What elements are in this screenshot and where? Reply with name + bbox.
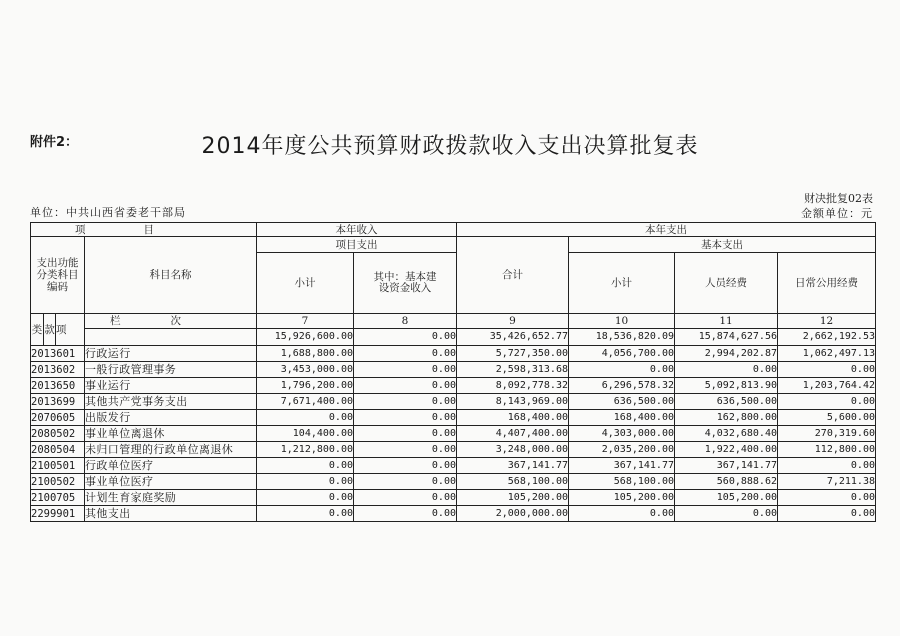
header-total: 合计: [457, 237, 569, 314]
header-capital-construction: 其中：基本建设资金收入: [373, 271, 437, 294]
amount-cell: 0.00: [354, 378, 457, 394]
amount-cell: 105,200.00: [675, 490, 778, 506]
subject-code: 2080504: [31, 442, 85, 458]
header-row: [31, 237, 876, 253]
amount-cell: 636,500.00: [569, 394, 675, 410]
table-row: [31, 378, 876, 394]
total-amount: 0.00: [354, 329, 457, 346]
subject-code: 2013602: [31, 362, 85, 378]
subject-name: 计划生育家庭奖励: [85, 490, 257, 506]
amount-cell: 0.00: [354, 458, 457, 474]
table-row: [31, 346, 876, 362]
subject-name: 其他共产党事务支出: [85, 394, 257, 410]
subject-code: 2070605: [31, 410, 85, 426]
amount-cell: 636,500.00: [675, 394, 778, 410]
table-row: [31, 426, 876, 442]
column-index-row: [31, 314, 876, 329]
amount-cell: 3,248,000.00: [457, 442, 569, 458]
subject-name: 事业运行: [85, 378, 257, 394]
subject-name: 行政单位医疗: [85, 458, 257, 474]
amount-cell: 0.00: [354, 442, 457, 458]
amount-cell: 367,141.77: [457, 458, 569, 474]
table-row: [31, 474, 876, 490]
attachment-label: 附件2：: [30, 135, 79, 150]
table-row: [31, 458, 876, 474]
subject-name: 行政运行: [85, 346, 257, 362]
total-amount: 35,426,652.77: [457, 329, 569, 346]
subject-name: 出版发行: [85, 410, 257, 426]
subject-code: 2080502: [31, 426, 85, 442]
amount-cell: 8,143,969.00: [457, 394, 569, 410]
subject-code: 2100502: [31, 474, 85, 490]
amount-cell: 0.00: [778, 490, 876, 506]
amount-cell: 2,035,200.00: [569, 442, 675, 458]
amount-cell: 0.00: [257, 506, 354, 522]
subject-name: 事业单位离退休: [85, 426, 257, 442]
header-item: 项目: [31, 223, 257, 237]
header-income: 本年收入: [257, 223, 457, 237]
amount-cell: 0.00: [675, 362, 778, 378]
subject-code: 2013601: [31, 346, 85, 362]
subject-code: 2013699: [31, 394, 85, 410]
amount-cell: 0.00: [675, 506, 778, 522]
amount-cell: 4,032,680.40: [675, 426, 778, 442]
header-project-expenditure: 项目支出: [257, 237, 457, 253]
table-row: [31, 490, 876, 506]
document-title: 2014年度公共预算财政拨款收入支出决算批复表: [201, 134, 699, 159]
subject-code: 2299901: [31, 506, 85, 522]
amount-cell: 0.00: [778, 458, 876, 474]
header-subject-name: 科目名称: [85, 237, 257, 314]
table-row: [31, 442, 876, 458]
amount-cell: 4,056,700.00: [569, 346, 675, 362]
amount-cell: 4,303,000.00: [569, 426, 675, 442]
amount-cell: 2,000,000.00: [457, 506, 569, 522]
amount-cell: 2,598,313.68: [457, 362, 569, 378]
amount-cell: 168,400.00: [457, 410, 569, 426]
amount-cell: 0.00: [354, 506, 457, 522]
total-row-label: [85, 329, 257, 346]
appropriation-table: [30, 222, 876, 522]
header-personnel: 人员经费: [675, 253, 778, 314]
table-row: [31, 394, 876, 410]
header-xiang: 项: [56, 314, 85, 346]
amount-cell: 5,092,813.90: [675, 378, 778, 394]
amount-cell: 7,671,400.00: [257, 394, 354, 410]
amount-cell: 168,400.00: [569, 410, 675, 426]
subject-name: 其他支出: [85, 506, 257, 522]
amount-cell: 0.00: [354, 362, 457, 378]
column-number: 9: [457, 314, 569, 329]
header-row: [31, 223, 876, 237]
amount-cell: 560,888.62: [675, 474, 778, 490]
total-amount: 15,874,627.56: [675, 329, 778, 346]
total-amount: 15,926,600.00: [257, 329, 354, 346]
amount-cell: 1,688,800.00: [257, 346, 354, 362]
amount-cell: 0.00: [778, 394, 876, 410]
total-amount: 18,536,820.09: [569, 329, 675, 346]
amount-cell: 5,727,350.00: [457, 346, 569, 362]
header-code-cell: [31, 237, 85, 314]
amount-cell: 0.00: [569, 506, 675, 522]
amount-cell: 367,141.77: [569, 458, 675, 474]
amount-cell: 568,100.00: [457, 474, 569, 490]
amount-cell: 1,203,764.42: [778, 378, 876, 394]
amount-cell: 105,200.00: [457, 490, 569, 506]
amount-cell: 1,922,400.00: [675, 442, 778, 458]
total-amount: 2,662,192.53: [778, 329, 876, 346]
header-income-subtotal: 小计: [257, 253, 354, 314]
column-number: 11: [675, 314, 778, 329]
amount-cell: 1,062,497.13: [778, 346, 876, 362]
header-public: 日常公用经费: [778, 253, 876, 314]
amount-cell: 0.00: [778, 506, 876, 522]
column-number: 10: [569, 314, 675, 329]
header-basic-expenditure: 基本支出: [569, 237, 876, 253]
amount-cell: 162,800.00: [675, 410, 778, 426]
amount-cell: 1,212,800.00: [257, 442, 354, 458]
amount-cell: 6,296,578.32: [569, 378, 675, 394]
amount-cell: 5,600.00: [778, 410, 876, 426]
amount-cell: 0.00: [354, 394, 457, 410]
amount-cell: 0.00: [354, 346, 457, 362]
amount-cell: 105,200.00: [569, 490, 675, 506]
header-code: 支出功能分类科目编码: [36, 257, 79, 293]
subject-name: 未归口管理的行政单位离退休: [85, 442, 257, 458]
subject-name: 一般行政管理事务: [85, 362, 257, 378]
column-number: 8: [354, 314, 457, 329]
reporting-unit: 单位：中共山西省委老干部局: [30, 206, 186, 219]
amount-cell: 3,453,000.00: [257, 362, 354, 378]
header-lei: 类: [31, 314, 44, 346]
amount-cell: 0.00: [257, 474, 354, 490]
amount-cell: 1,796,200.00: [257, 378, 354, 394]
amount-cell: 0.00: [778, 362, 876, 378]
header-expenditure: 本年支出: [457, 223, 876, 237]
amount-cell: 4,407,400.00: [457, 426, 569, 442]
subject-code: 2013650: [31, 378, 85, 394]
amount-cell: 112,800.00: [778, 442, 876, 458]
amount-cell: 0.00: [354, 426, 457, 442]
amount-cell: 2,994,202.87: [675, 346, 778, 362]
amount-cell: 104,400.00: [257, 426, 354, 442]
table-row: [31, 506, 876, 522]
amount-cell: 270,319.60: [778, 426, 876, 442]
table-row: [31, 362, 876, 378]
header-capital-construction-cell: [354, 253, 457, 314]
amount-cell: 0.00: [257, 490, 354, 506]
amount-cell: 8,092,778.32: [457, 378, 569, 394]
form-code: 财决批复02表: [804, 192, 873, 205]
subject-name: 事业单位医疗: [85, 474, 257, 490]
amount-cell: 568,100.00: [569, 474, 675, 490]
total-row: [31, 329, 876, 346]
header-kuan: 款: [44, 314, 56, 346]
amount-cell: 0.00: [257, 458, 354, 474]
amount-cell: 367,141.77: [675, 458, 778, 474]
amount-cell: 0.00: [354, 410, 457, 426]
amount-cell: 7,211.38: [778, 474, 876, 490]
column-number: 7: [257, 314, 354, 329]
amount-cell: 0.00: [354, 474, 457, 490]
amount-cell: 0.00: [354, 490, 457, 506]
amount-cell: 0.00: [569, 362, 675, 378]
header-basic-subtotal: 小计: [569, 253, 675, 314]
column-number: 12: [778, 314, 876, 329]
amount-cell: 0.00: [257, 410, 354, 426]
header-column-index: 栏次: [85, 314, 257, 329]
subject-code: 2100501: [31, 458, 85, 474]
table-row: [31, 410, 876, 426]
amount-unit: 金额单位：元: [801, 207, 873, 220]
subject-code: 2100705: [31, 490, 85, 506]
